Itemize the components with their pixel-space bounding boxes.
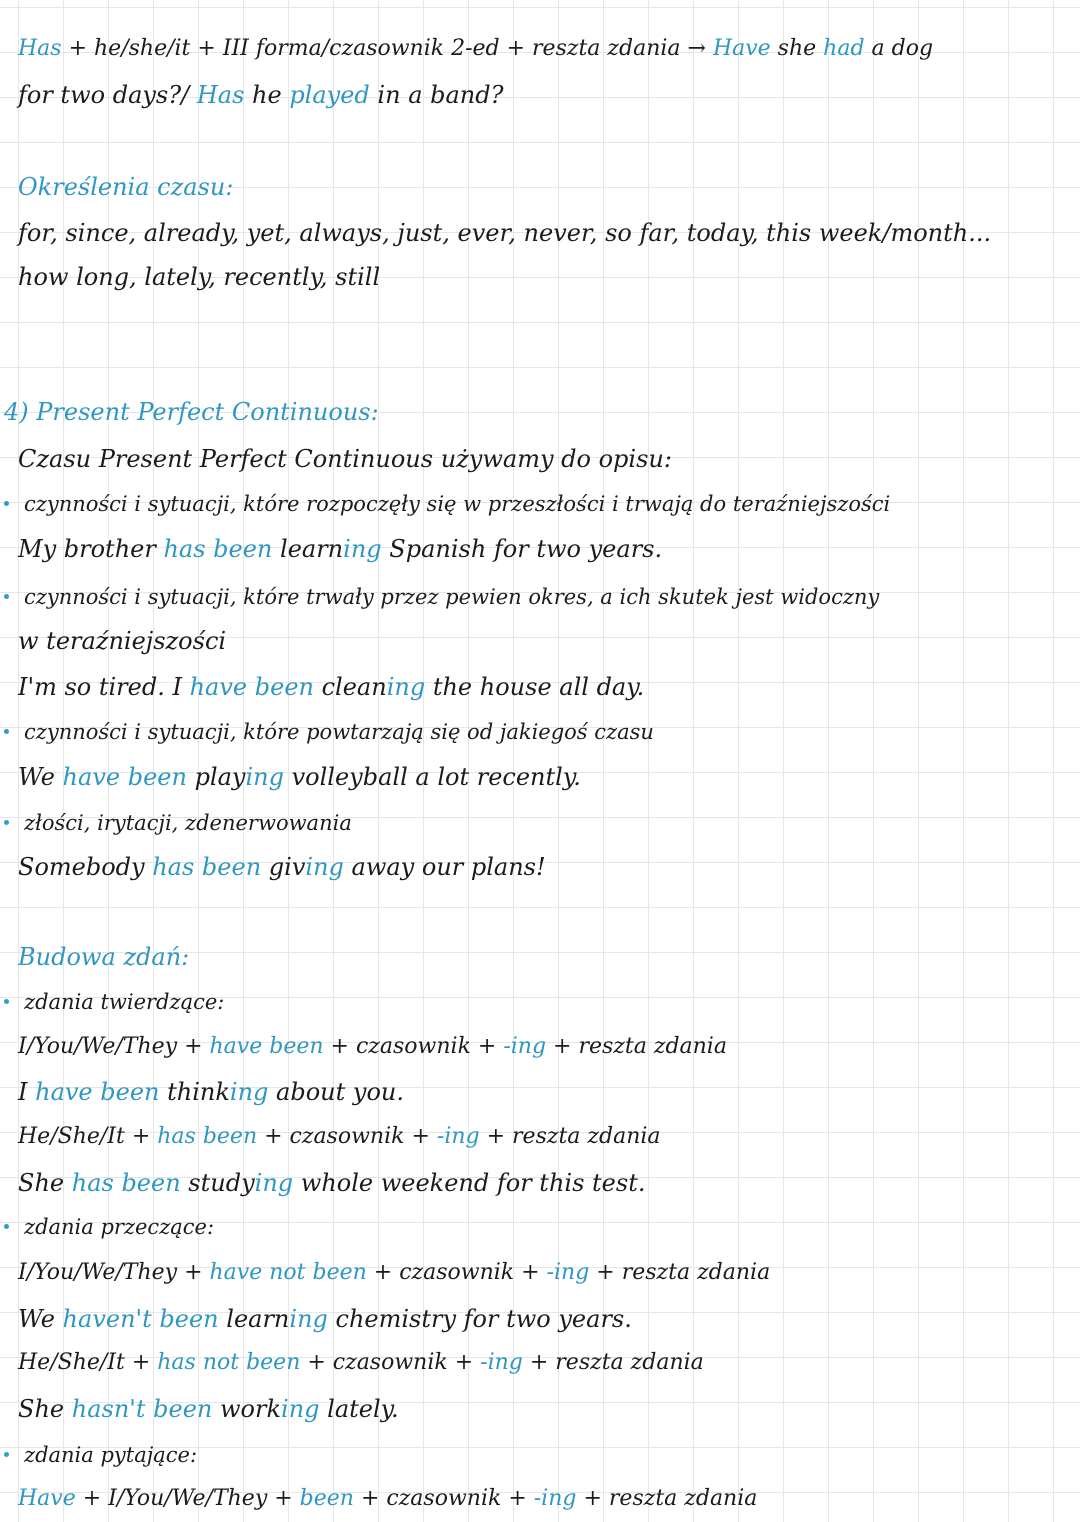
highlight-word: -ing: [546, 1260, 590, 1285]
text-segment: + reszta zdania: [576, 1486, 758, 1511]
note-line: [18, 32, 1066, 66]
highlight-word: ing: [229, 1078, 269, 1106]
text-segment: a dog: [864, 36, 934, 61]
highlight-word: ing: [245, 763, 284, 791]
highlight-word: played: [289, 81, 370, 109]
text-segment: I/You/We/They +: [18, 1260, 210, 1285]
example-sentence: [18, 532, 1066, 566]
text-segment: + reszta zdania: [479, 1124, 661, 1149]
bullet-item: czynności i sytuacji, które rozpoczęły się w przeszłości i trwają do teraźniejszości: [24, 487, 1066, 521]
text-segment: she: [770, 36, 824, 61]
text-segment: play: [186, 763, 246, 791]
bullet-item: czynności i sytuacji, które powtarzają się od jakiegoś czasu: [24, 715, 1066, 749]
text-segment: I/You/We/They +: [18, 1034, 210, 1059]
section-heading: Określenia czasu:: [18, 173, 234, 201]
example-sentence: [18, 1302, 1066, 1336]
text-segment: My brother: [18, 535, 164, 563]
text-segment: volleyball a lot recently.: [283, 763, 581, 791]
formula-line: [18, 1120, 1066, 1154]
text-segment: Spanish for two years.: [381, 535, 663, 563]
text-segment: She: [18, 1395, 72, 1423]
highlight-word: had: [823, 36, 865, 61]
text-segment: whole weekend for this test.: [293, 1169, 646, 1197]
text-segment: giv: [261, 853, 306, 881]
highlight-word: ing: [289, 1305, 328, 1333]
text-segment: + czasownik +: [366, 1260, 547, 1285]
text-segment: chemistry for two years.: [327, 1305, 632, 1333]
formula-line: [18, 1346, 1066, 1380]
highlight-word: has been: [157, 1124, 258, 1149]
bullet-item: zdania przeczące:: [24, 1210, 1066, 1244]
section-heading: Budowa zdań:: [18, 943, 190, 971]
highlight-word: ing: [281, 1395, 320, 1423]
text-segment: learn: [272, 535, 344, 563]
highlight-word: Have: [712, 36, 771, 61]
formula-line: [18, 1030, 1066, 1064]
note-line: how long, lately, recently, still: [18, 263, 381, 291]
bullet-item: zdania twierdzące:: [24, 985, 1066, 1019]
highlight-word: Have: [18, 1486, 76, 1511]
highlight-word: have been: [35, 1078, 160, 1106]
formula-line: [18, 1482, 1066, 1516]
text-segment: lately.: [319, 1395, 399, 1423]
text-segment: We: [18, 763, 63, 791]
example-sentence: [18, 670, 1066, 704]
text-segment: study: [180, 1169, 255, 1197]
text-segment: She: [18, 1169, 72, 1197]
text-segment: + reszta zdania: [522, 1350, 704, 1375]
highlight-word: Has: [18, 36, 62, 61]
text-segment: away our plans!: [343, 853, 546, 881]
example-sentence: [18, 850, 1066, 884]
highlight-word: have been: [209, 1034, 324, 1059]
highlight-word: has been: [163, 535, 273, 563]
text-segment: learn: [218, 1305, 290, 1333]
example-sentence: [18, 1392, 1066, 1426]
bullet-item: złości, irytacji, zdenerwowania: [24, 806, 1066, 840]
text-segment: in a band?: [369, 81, 504, 109]
bullet-item: zdania pytające:: [24, 1438, 1066, 1472]
highlight-word: ing: [305, 853, 344, 881]
example-sentence: [18, 1075, 1066, 1109]
text-segment: We: [18, 1305, 63, 1333]
highlight-word: has been: [152, 853, 262, 881]
text-segment: + czasownik +: [323, 1034, 504, 1059]
text-segment: for two days?/: [18, 81, 197, 109]
text-segment: about you.: [268, 1078, 404, 1106]
text-segment: + czasownik +: [353, 1486, 534, 1511]
text-segment: + reszta zdania: [546, 1034, 727, 1059]
text-segment: I: [18, 1078, 36, 1106]
text-segment: the house all day.: [425, 673, 645, 701]
note-line: Czasu Present Perfect Continuous używamy do opisu:: [18, 445, 672, 473]
text-segment: work: [212, 1395, 282, 1423]
bullet-item: czynności i sytuacji, które trwały przez pewien okres, a ich skutek jest widoczny: [24, 580, 1066, 614]
highlight-word: have been: [62, 763, 187, 791]
text-segment: He/She/It +: [18, 1350, 158, 1375]
highlight-word: -ing: [503, 1034, 547, 1059]
text-segment: I'm so tired. I: [18, 673, 190, 701]
highlight-word: has not been: [157, 1350, 301, 1375]
text-segment: + czasownik +: [257, 1124, 437, 1149]
text-segment: + czasownik +: [300, 1350, 481, 1375]
text-segment: + he/she/it + III forma/czasownik 2-ed + reszta zdania →: [61, 36, 713, 61]
note-line: w teraźniejszości: [18, 627, 227, 655]
section-heading: 4) Present Perfect Continuous:: [4, 398, 379, 426]
text-segment: + I/You/We/They +: [75, 1486, 300, 1511]
text-segment: he: [244, 81, 290, 109]
example-sentence: [18, 1166, 1066, 1200]
highlight-word: have been: [189, 673, 314, 701]
text-segment: Somebody: [18, 853, 153, 881]
highlight-word: been: [299, 1486, 354, 1511]
note-line: for, since, already, yet, always, just, ever, never, so far, today, this week/month...: [18, 219, 992, 247]
note-line: [18, 78, 1066, 112]
example-sentence: [18, 760, 1066, 794]
highlight-word: ing: [254, 1169, 294, 1197]
highlight-word: hasn't been: [71, 1395, 213, 1423]
highlight-word: -ing: [533, 1486, 577, 1511]
text-segment: He/She/It +: [18, 1124, 158, 1149]
highlight-word: -ing: [480, 1350, 523, 1375]
highlight-word: have not been: [209, 1260, 367, 1285]
highlight-word: has been: [71, 1169, 181, 1197]
text-segment: clean: [313, 673, 387, 701]
highlight-word: -ing: [436, 1124, 480, 1149]
highlight-word: haven't been: [62, 1305, 219, 1333]
formula-line: [18, 1256, 1066, 1290]
highlight-word: Has: [196, 81, 245, 109]
text-segment: think: [159, 1078, 230, 1106]
highlight-word: ing: [386, 673, 426, 701]
highlight-word: ing: [343, 535, 382, 563]
text-segment: + reszta zdania: [589, 1260, 771, 1285]
